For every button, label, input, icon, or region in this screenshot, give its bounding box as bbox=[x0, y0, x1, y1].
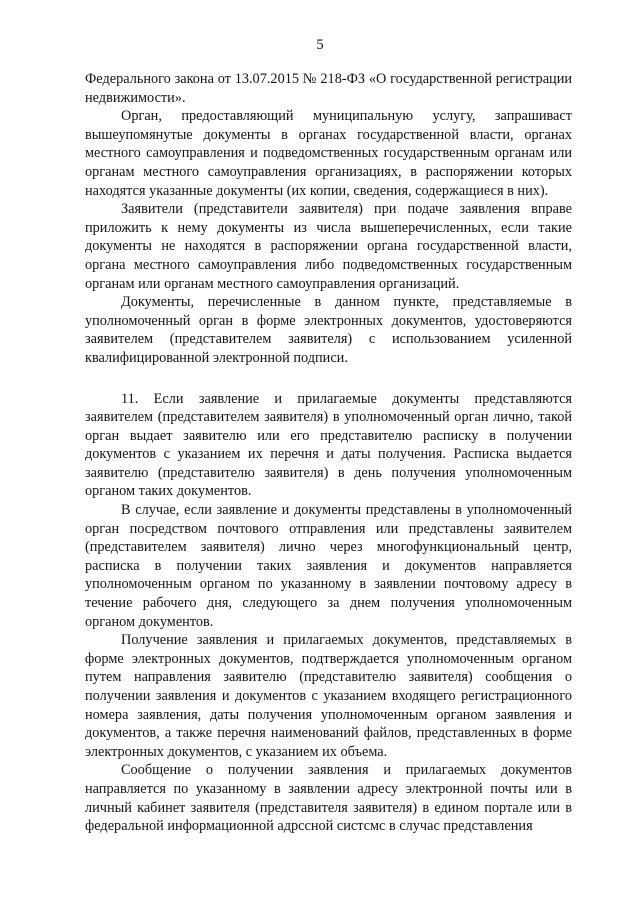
paragraph-postal-receipt: В случае, если заявление и документы представлены в уполномоченный орган посредством почтового отправления или представлены заявителем (представителем заявителя) лично через многофункциональный центр, расписка в получении таких заявления и документов направляется уполномоченным органом по указанному в заявлении почтовому адресу в течение рабочего дня, следующего за днем получения уполномоченным органом документов. bbox=[85, 502, 572, 630]
section-gap bbox=[85, 368, 572, 390]
paragraph-item-11: 11. Если заявление и прилагаемые документы представляются заявителем (представителем заявителя) в уполномоченный орган лично, такой орган выдает заявителю или его представителю расписку в получении документов с указанием их перечня и даты получения. Расписка выдается заявителю (представителю заявителя) в день получения уполномоченным органом таких документов. bbox=[85, 390, 572, 500]
paragraph-authority-requests: Орган, предоставляющий муниципальную услугу, запрашиваст вышеупомянутые документы в органах государственной власти, органах местного самоуправления и подведомственных государственным органам или органам местного самоуправления организациях, в распоряжении которых находятся указанные документы (их копии, сведения, содержащиеся в них). bbox=[85, 108, 572, 199]
paragraph-electronic-confirmation: Получение заявления и прилагаемых документов, представляемых в форме электронных документов, подтверждается уполномоченным органом путем направления заявителю (представителю заявителя) сообщения о получении заявления и документов с указанием входящего регистрационного номера заявления, даты получения уполномоченным органом заявления и документов, а также перечня наименований файлов, представленных в форме электронных документов, с указанием их объема. bbox=[85, 632, 572, 760]
paragraph-law-reference: Федерального закона от 13.07.2015 № 218-ФЗ «О государственной регистрации недвижимости». bbox=[85, 71, 572, 106]
paragraph-electronic-signature: Документы, перечисленные в данном пункте, представляемые в уполномоченный орган в форме электронных документов, удостоверяются заявителем (представителем заявителя) с использованием усиленной квалифицированной электронной подписи. bbox=[85, 294, 572, 366]
document-body bbox=[85, 70, 572, 836]
paragraph-notification-delivery: Сообщение о получении заявления и прилагаемых документов направляется по указанному в заявлении адресу электронной почты или в личный кабинет заявителя (представителя заявителя) в едином портале или в федеральной информационной адрссной систсмс в случас представления bbox=[85, 762, 572, 835]
page-number: 5 bbox=[316, 37, 324, 53]
paragraph-applicant-rights: Заявители (представители заявителя) при подаче заявления вправе приложить к нему документы из числа вышеперечисленных, если такие документы не находятся в распоряжении органа государственной власти, органа местного самоуправления либо подведомственных государственным органам или органам местного самоуправления организаций. bbox=[85, 201, 572, 292]
